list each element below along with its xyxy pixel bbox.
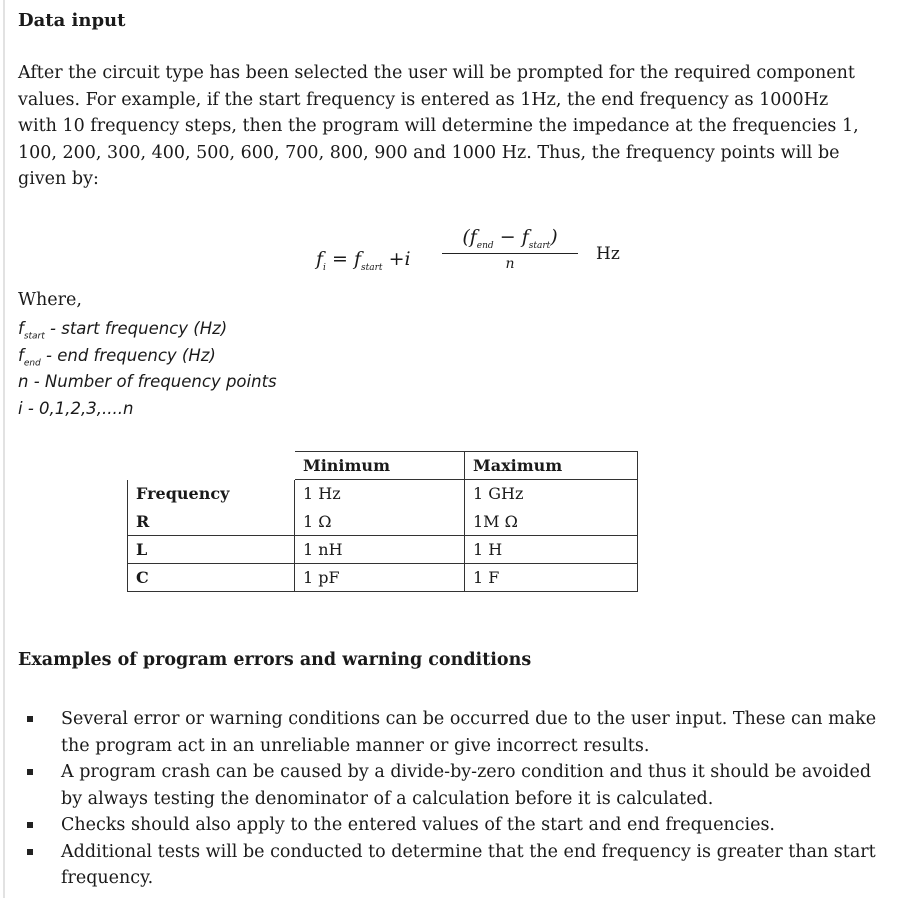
table-cell: 1M Ω [465, 508, 638, 536]
table-cell: 1 Ω [295, 508, 465, 536]
list-item: Checks should also apply to the entered values of the start and end frequencies. [18, 812, 888, 839]
table-row [128, 536, 638, 564]
bullet-icon [27, 849, 33, 855]
definition-item: $f_{end}$ - end frequency (Hz) [18, 345, 216, 368]
formula-denominator: n [505, 256, 515, 273]
table-cell: 1 pF [295, 564, 465, 592]
where-label: Where, [18, 290, 82, 310]
errors-subheading: Examples of program errors and warning conditions [18, 650, 532, 670]
intro-paragraph: After the circuit type has been selected the user will be prompted for the required component values. For example, if the start frequency is entered as 1Hz, the end frequency as 1000Hz with 10 frequency steps, then the program will determine the impedance at the frequencies 1, 100, 200, 300, 400, 500, 600, 700, 800, 900 and 1000 Hz. Thus, the frequency points will be given by: [18, 63, 859, 189]
table-row [128, 480, 638, 508]
range-table [127, 451, 638, 592]
formula-unit: Hz [596, 244, 620, 264]
table-cell: C [128, 564, 295, 592]
definition-item: i - 0,1,2,3,....n [18, 398, 134, 418]
table-cell: 1 Hz [295, 480, 465, 508]
table-cell: L [128, 536, 295, 564]
table-cell: 1 GHz [465, 480, 638, 508]
definition-item: n - Number of frequency points [18, 372, 277, 391]
formula-numerator: $(f_{end} - f_{start})$ [462, 226, 558, 251]
table-row [128, 508, 638, 536]
table-header-row [128, 452, 638, 480]
bullet-icon [27, 822, 33, 828]
table-cell: R [128, 508, 295, 536]
fraction-bar [442, 253, 578, 255]
variable-definitions [18, 316, 277, 422]
section-title: Data input [18, 10, 126, 31]
list-item: A program crash can be caused by a divide-by-zero condition and thus it should be avoided by always testing the denominator of a calculation before it is calculated. [18, 759, 888, 812]
definition-item: $f_{start}$ - start frequency (Hz) [18, 319, 228, 342]
left-margin-rule [3, 0, 5, 898]
table-cell: 1 H [465, 536, 638, 564]
list-item: Additional tests will be conducted to determine that the end frequency is greater than start frequency. [18, 839, 888, 892]
formula-fraction [442, 226, 578, 272]
table-cell: Frequency [128, 480, 295, 508]
table-header-empty [128, 452, 295, 480]
list-item: Several error or warning conditions can be occurred due to the user input. These can make the program act in an unreliable manner or give incorrect results. [18, 706, 888, 759]
bullet-icon [27, 716, 33, 722]
table-row [128, 564, 638, 592]
formula-lhs: $f_i = f_{start} +i$ [316, 248, 411, 273]
table-cell: 1 nH [295, 536, 465, 564]
table-cell: 1 F [465, 564, 638, 592]
table-header-minimum: Minimum [295, 452, 465, 480]
table-header-maximum: Maximum [465, 452, 638, 480]
bullet-icon [27, 769, 33, 775]
error-conditions-list [18, 706, 888, 892]
